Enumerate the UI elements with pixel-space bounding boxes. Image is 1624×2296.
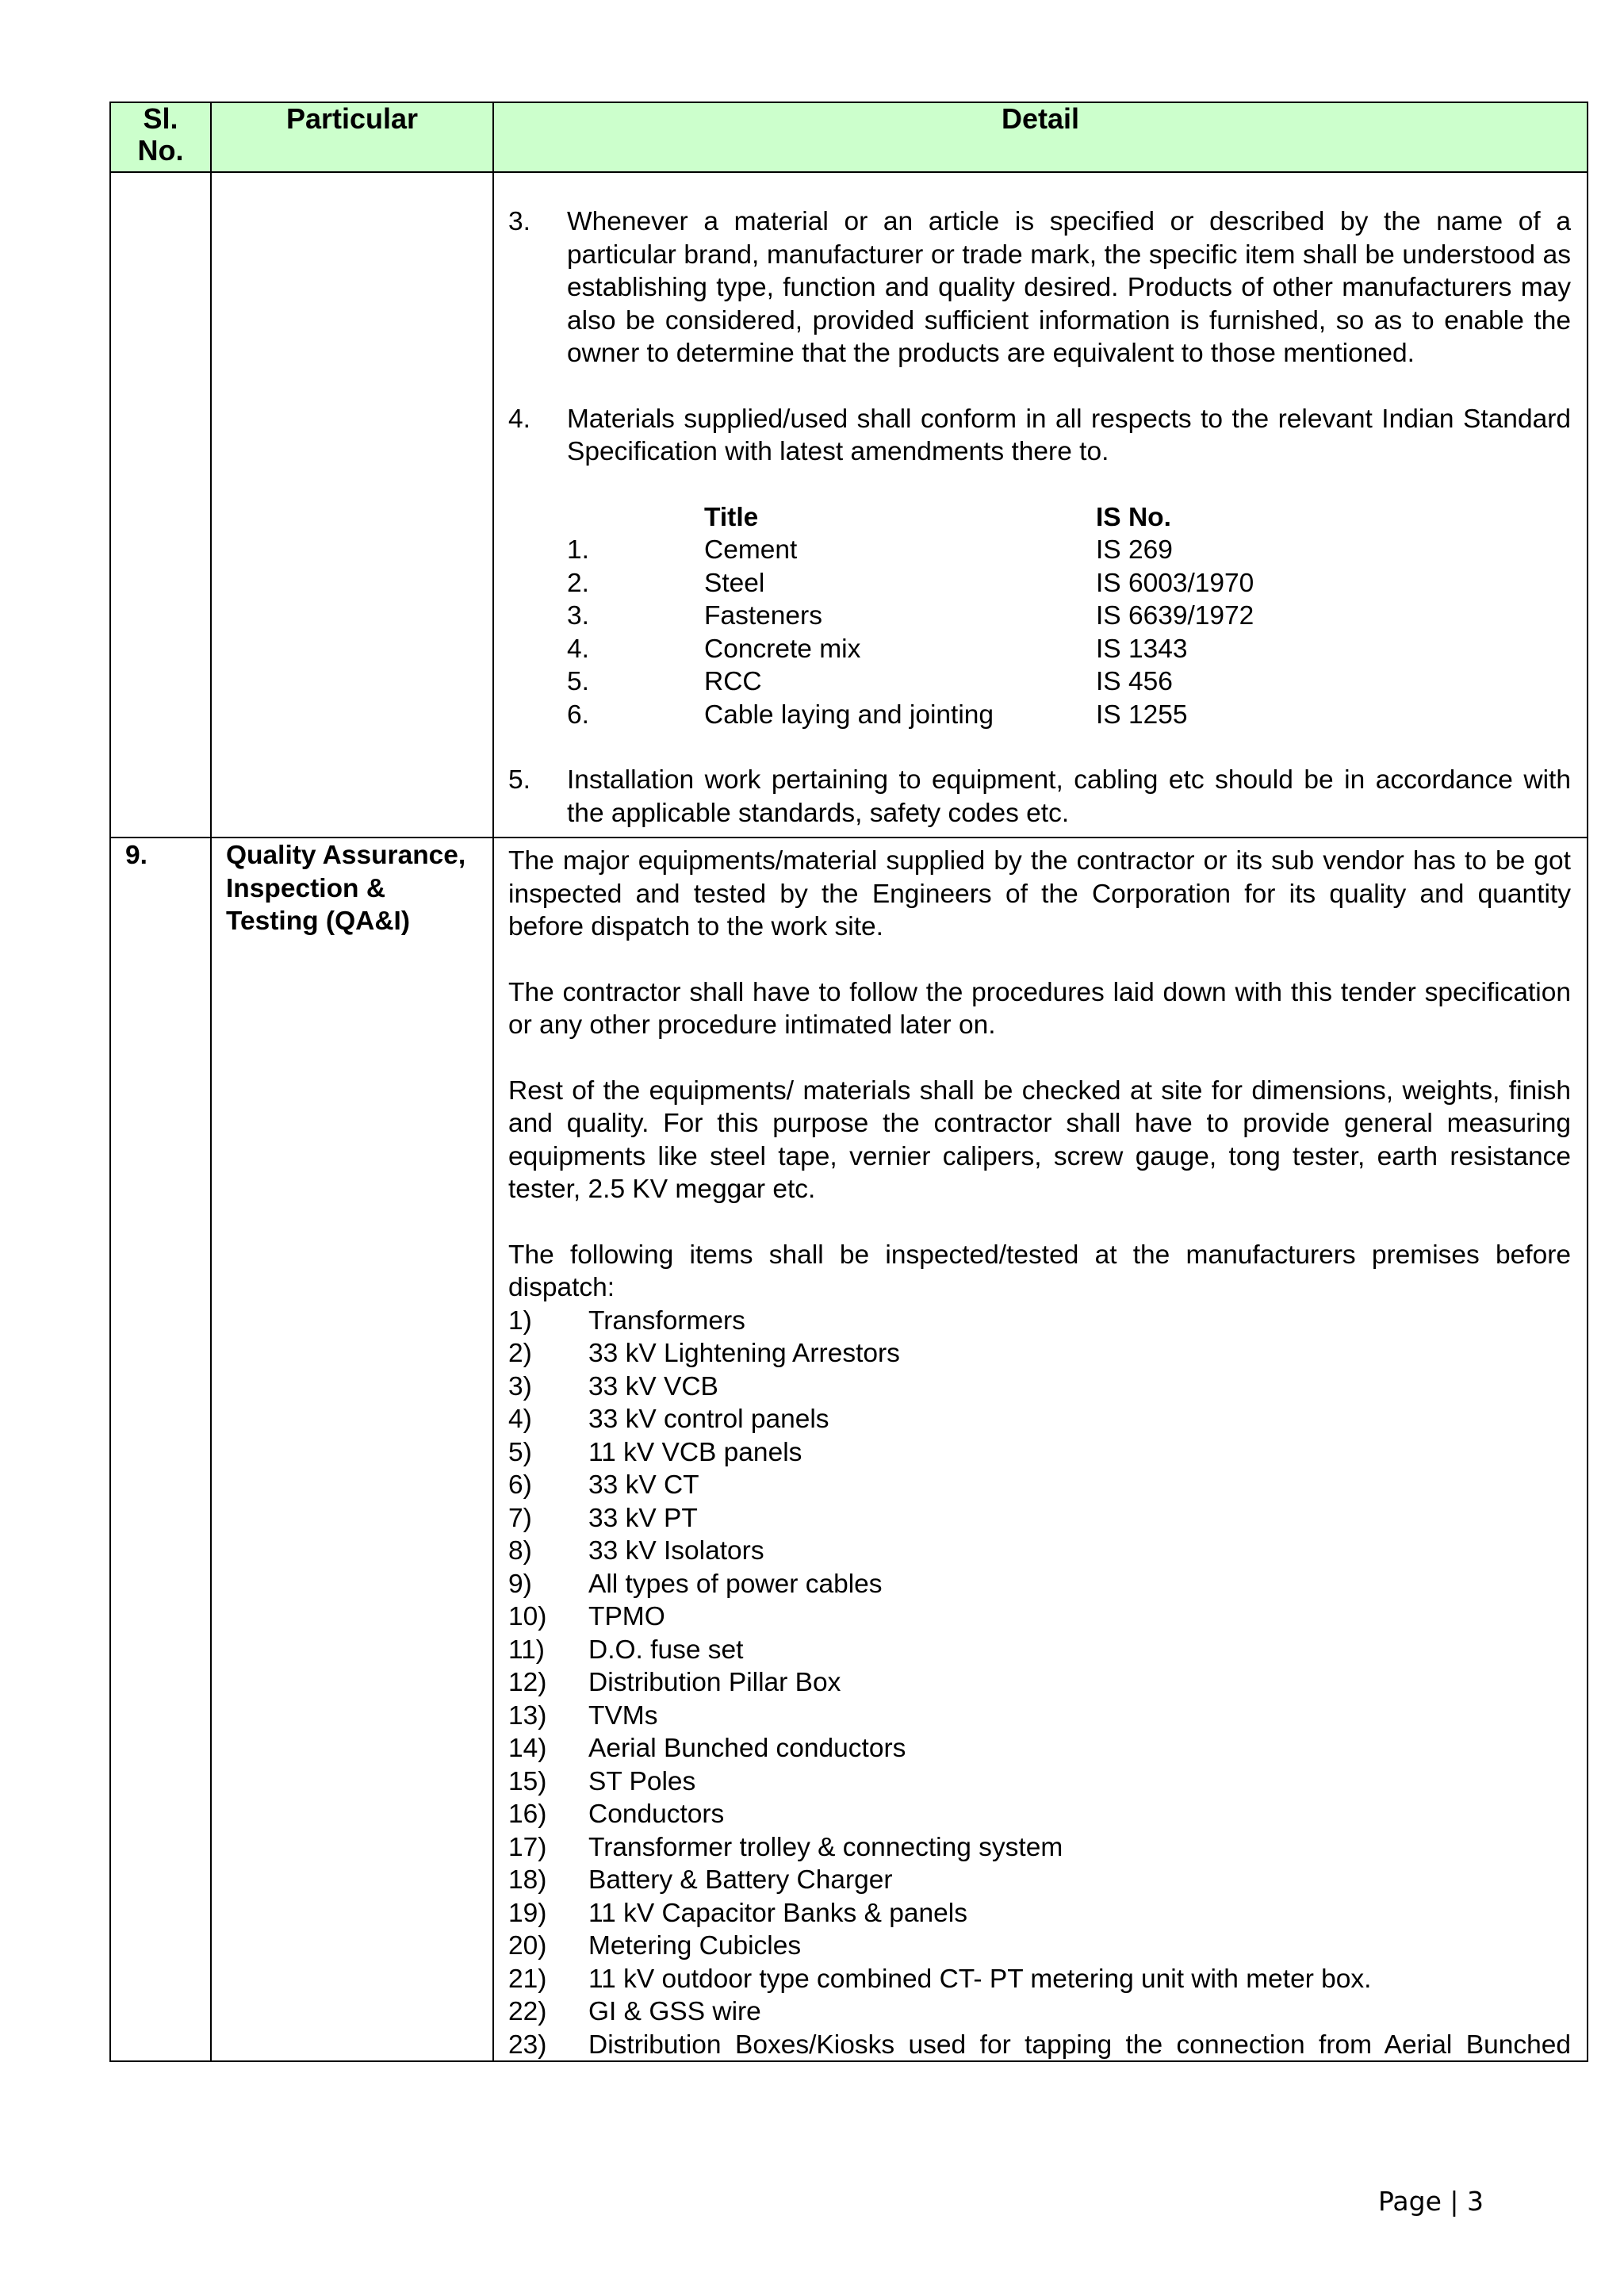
list-item [508, 1337, 1571, 1370]
item-text: 11 kV outdoor type combined CT- PT metering unit with meter box. [588, 1964, 1372, 1994]
item-text: 33 kV VCB [588, 1371, 718, 1401]
is-table-header [508, 501, 1571, 535]
table-header-row [110, 102, 1588, 172]
is-row-code: IS 6639/1972 [1096, 601, 1254, 631]
item-text: Whenever a material or an article is specified or described by the name of a particular brand, manufacturer or trade mark, the specific item shall be understood as establishing type, function and quality desired. Products of other manufacturers may also be considered, provided sufficient information is furnished, so as to enable the owner to determine that the products are equivalent to those mentioned. [567, 207, 1571, 368]
item-text: Conductors [588, 1800, 725, 1829]
item-text: 33 kV Isolators [588, 1536, 764, 1566]
item-number: 11) [508, 1635, 545, 1665]
list-item [508, 1436, 1571, 1470]
list-item [508, 1963, 1571, 1996]
specification-table [109, 102, 1588, 2062]
item-number: 6) [508, 1470, 532, 1500]
is-row-title: Cement [704, 535, 798, 565]
item-number: 12) [508, 1668, 547, 1697]
header-detail: Detail [493, 102, 1588, 172]
page-number: Page | 3 [1378, 2186, 1484, 2217]
sl-no-cell-empty [110, 172, 211, 838]
item-number: 4. [508, 404, 530, 434]
item-text: GI & GSS wire [588, 1997, 761, 2026]
is-row-title: Concrete mix [704, 634, 861, 664]
item-text: Aerial Bunched conductors [588, 1734, 906, 1763]
list-item [508, 1370, 1571, 1404]
is-title-header: Title [704, 502, 759, 532]
item-text: 33 kV CT [588, 1470, 699, 1500]
is-row-code: IS 6003/1970 [1096, 568, 1254, 598]
item-text: Transformers [588, 1305, 745, 1336]
is-row-title: Steel [704, 568, 765, 598]
item-number: 21) [508, 1964, 547, 1994]
list-item [508, 205, 1571, 370]
item-text: Transformer trolley & connecting system [588, 1832, 1063, 1862]
list-item [508, 1469, 1571, 1502]
sl-no-cell: 9. [110, 838, 211, 2061]
is-row-number: 2. [567, 568, 589, 598]
item-number: 14) [508, 1734, 547, 1763]
is-standards-table [508, 501, 1571, 732]
item-number: 20) [508, 1931, 547, 1961]
item-number: 22) [508, 1997, 547, 2026]
is-number-header: IS No. [1096, 502, 1171, 532]
is-row-code: IS 1255 [1096, 700, 1188, 730]
detail-cell-qa [493, 838, 1588, 2061]
item-number: 8) [508, 1536, 532, 1566]
is-row-title: RCC [704, 667, 762, 696]
item-number: 4) [508, 1405, 532, 1434]
list-item [508, 1634, 1571, 1667]
list-item [508, 1831, 1571, 1865]
item-text: All types of power cables [588, 1569, 883, 1599]
detail-cell-continued [493, 172, 1588, 838]
inspection-items-list [508, 1305, 1571, 2060]
paragraph: The contractor shall have to follow the procedures laid down with this tender specification or any other procedure intimated later on. [508, 977, 1571, 1040]
item-number: 19) [508, 1898, 547, 1928]
list-item [508, 1403, 1571, 1436]
list-item [508, 403, 1571, 469]
is-row-number: 6. [567, 700, 589, 730]
list-item [508, 1666, 1571, 1700]
list-item [508, 1502, 1571, 1535]
list-item [508, 1864, 1571, 1897]
item-number: 10) [508, 1602, 547, 1631]
item-text: Distribution Boxes/Kiosks used for tapping the connection from Aerial Bunched [588, 2030, 1571, 2060]
item-text: D.O. fuse set [588, 1635, 744, 1665]
is-row-code: IS 269 [1096, 535, 1173, 565]
header-sl-no: Sl. No. [110, 102, 211, 172]
item-number: 2) [508, 1339, 532, 1368]
is-row-title: Cable laying and jointing [704, 700, 994, 730]
is-table-row [508, 534, 1571, 567]
item-text: 11 kV VCB panels [588, 1437, 802, 1467]
list-item [508, 1995, 1571, 2029]
item-number: 5. [508, 765, 530, 795]
item-number: 18) [508, 1865, 547, 1895]
list-item [508, 1535, 1571, 1568]
table-row-continued [110, 172, 1588, 838]
item-text: ST Poles [588, 1766, 696, 1796]
item-number: 13) [508, 1700, 547, 1731]
item-text: Materials supplied/used shall conform in all respects to the relevant Indian Standard Specification with latest amendments there to. [567, 404, 1571, 466]
item-text: TPMO [588, 1602, 665, 1631]
item-number: 3) [508, 1371, 532, 1401]
item-number: 5) [508, 1437, 532, 1467]
item-number: 23) [508, 2030, 547, 2060]
is-row-title: Fasteners [704, 601, 822, 631]
is-table-row [508, 600, 1571, 633]
is-row-number: 1. [567, 535, 589, 565]
list-item [508, 1600, 1571, 1634]
list-item [508, 1700, 1571, 1733]
item-text: 33 kV Lightening Arrestors [588, 1339, 900, 1368]
list-item [508, 1798, 1571, 1831]
item-number: 1) [508, 1305, 532, 1336]
item-text: 33 kV PT [588, 1503, 698, 1533]
is-row-number: 3. [567, 601, 589, 631]
is-row-code: IS 456 [1096, 667, 1173, 696]
item-number: 9) [508, 1569, 532, 1599]
is-row-code: IS 1343 [1096, 634, 1188, 664]
item-number: 15) [508, 1766, 547, 1796]
is-table-row [508, 633, 1571, 666]
item-text: Distribution Pillar Box [588, 1668, 841, 1697]
list-item [508, 1897, 1571, 1930]
item-number: 3. [508, 207, 530, 236]
is-table-row [508, 665, 1571, 699]
paragraph: Rest of the equipments/ materials shall be checked at site for dimensions, weights, finish and quality. For this purpose the contractor shall have to provide general measuring equipments like steel tape, vernier calipers, screw gauge, tong tester, earth resistance tester, 2.5 KV meggar etc. [508, 1075, 1571, 1204]
table-row-9 [110, 838, 1588, 2061]
paragraph: The major equipments/material supplied by the contractor or its sub vendor has to be got inspected and tested by the Engineers of the Corporation for its quality and quantity before dispatch to the work site. [508, 846, 1571, 941]
item-text: Metering Cubicles [588, 1931, 802, 1961]
list-item [508, 1568, 1571, 1601]
item-text: Battery & Battery Charger [588, 1865, 893, 1895]
is-table-row [508, 567, 1571, 600]
is-table-row [508, 699, 1571, 732]
list-item [508, 2029, 1571, 2060]
list-item [508, 1765, 1571, 1799]
item-number: 16) [508, 1800, 547, 1829]
particular-cell: Quality Assurance, Inspection & Testing (QA&I) [211, 838, 493, 2061]
list-item [508, 764, 1571, 830]
list-item [508, 1930, 1571, 1963]
item-text: 33 kV control panels [588, 1405, 829, 1434]
header-particular: Particular [211, 102, 493, 172]
list-item [508, 1732, 1571, 1765]
particular-cell-empty [211, 172, 493, 838]
is-row-number: 4. [567, 634, 589, 664]
paragraph: The following items shall be inspected/tested at the manufacturers premises before dispatch: [508, 1240, 1571, 1302]
list-item [508, 1305, 1571, 1338]
item-text: Installation work pertaining to equipment, cabling etc should be in accordance with the applicable standards, safety codes etc. [567, 765, 1571, 828]
item-text: TVMs [588, 1700, 658, 1731]
item-number: 17) [508, 1832, 547, 1862]
is-row-number: 5. [567, 667, 589, 696]
item-number: 7) [508, 1503, 532, 1533]
item-text: 11 kV Capacitor Banks & panels [588, 1898, 967, 1928]
